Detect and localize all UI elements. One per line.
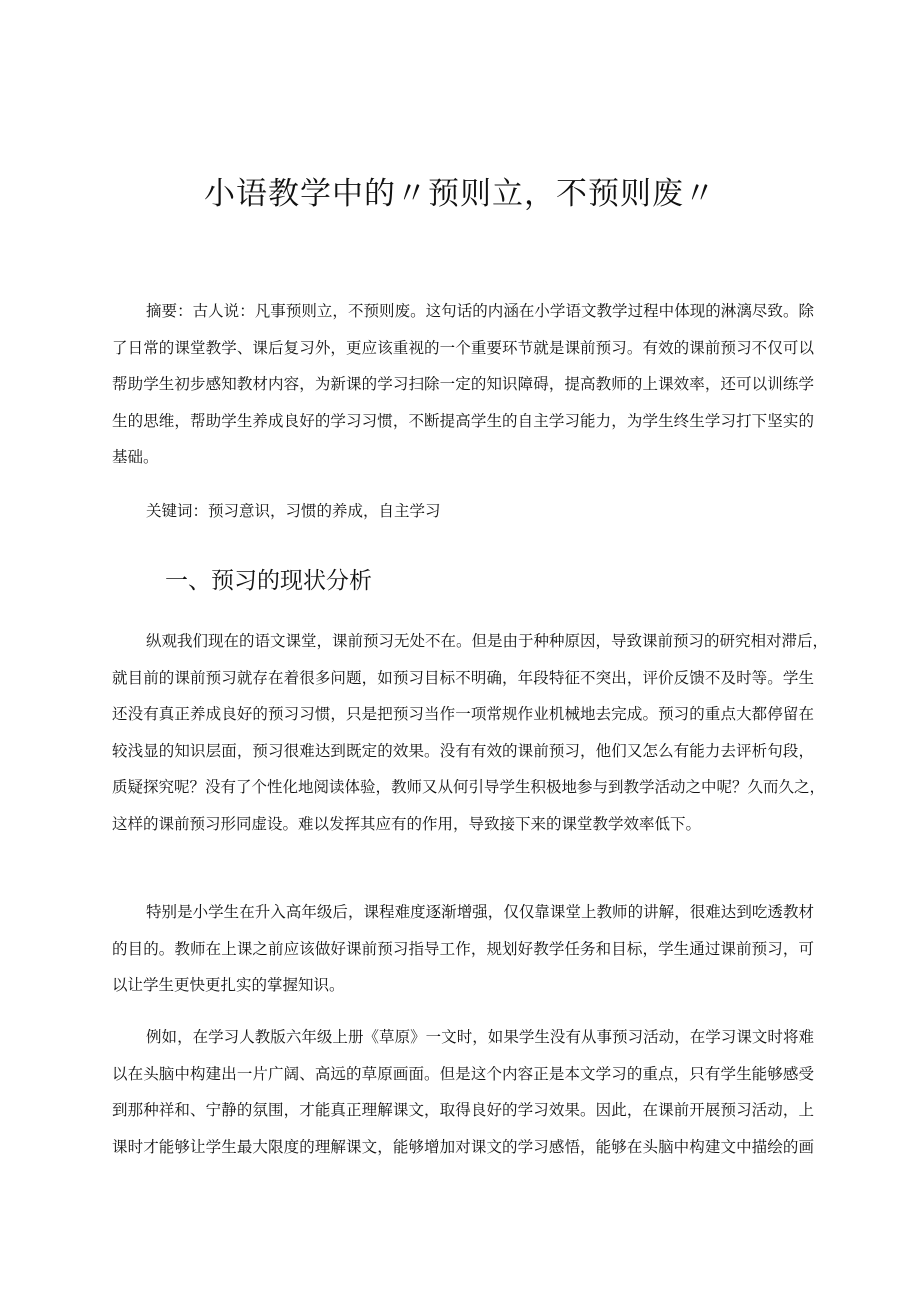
- document-title: 小语教学中的〃预则立，不预则废〃: [204, 176, 716, 212]
- paragraph-line: 这样的课前预习形同虚设。难以发挥其应有的作用，导致接下来的课堂教学效率低下。: [112, 814, 702, 833]
- paragraph-line: 就目前的课前预习就存在着很多问题，如预习目标不明确，年段特征不突出，评价反馈不及时等。学生: [112, 668, 814, 687]
- abstract-line: 帮助学生初步感知教材内容，为新课的学习扫除一定的知识障碍，提高教师的上课效率，还可以训练学: [112, 375, 814, 394]
- paragraph-line: 质疑探究呢？没有了个性化地阅读体验，教师又从何引导学生积极地参与到教学活动之中呢？久而久之，: [112, 778, 826, 797]
- paragraph-1: [112, 623, 829, 843]
- paragraph-line: 特别是小学生在升入高年级后，课程难度逐渐增强，仅仅靠课堂上教师的讲解，很难达到吃透教材: [146, 903, 814, 921]
- paragraph-line: 的目的。教师在上课之前应该做好课前预习指导工作，规划好教学任务和目标，学生通过课前预习，可: [112, 939, 814, 958]
- paragraph-line: 还没有真正养成良好的预习习惯，只是把预习当作一项常规作业机械地去完成。预习的重点大都停留在: [112, 705, 814, 724]
- abstract: [112, 293, 814, 476]
- paragraph-line: 纵观我们现在的语文课堂，课前预习无处不在。但是由于种种原因，导致课前预习的研究相对滞后，: [146, 632, 829, 650]
- paragraph-line: 课时才能够让学生最大限度的理解课文，能够增加对课文的学习感悟，能够在头脑中构建文中描绘的画: [112, 1137, 814, 1156]
- abstract-line: 摘要：古人说：凡事预则立，不预则废。这句话的内涵在小学语文教学过程中体现的淋漓尽致。除: [146, 302, 814, 320]
- paragraph-3: [112, 1019, 814, 1165]
- section-heading: 一、预习的现状分析: [165, 568, 372, 594]
- paragraph-line: 较浅显的知识层面，预习很难达到既定的效果。没有有效的课前预习，他们又怎么有能力去评析句段，: [112, 741, 814, 760]
- abstract-line: 了日常的课堂教学、课后复习外，更应该重视的一个重要环节就是课前预习。有效的课前预习不仅可以: [112, 338, 814, 357]
- paragraph-line: 以在头脑中构建出一片广阔、高远的草原画面。但是这个内容正是本文学习的重点，只有学生能够感受: [112, 1064, 814, 1083]
- abstract-line: 生的思维，帮助学生养成良好的学习习惯，不断提高学生的自主学习能力，为学生终生学习打下坚实的: [112, 411, 814, 430]
- abstract-line: 基础。: [112, 448, 159, 467]
- keywords-text: 关键词：预习意识，习惯的养成，自主学习: [146, 502, 441, 520]
- paragraph-line: 例如，在学习人教版六年级上册《草原》一文时，如果学生没有从事预习活动，在学习课文时将难: [146, 1028, 814, 1046]
- paragraph-2: [112, 894, 814, 1004]
- paragraph-line: 以让学生更快更扎实的掌握知识。: [112, 976, 345, 995]
- paragraph-line: 到那种祥和、宁静的氛围，才能真正理解课文，取得良好的学习效果。因此，在课前开展预习活动，上: [112, 1101, 814, 1120]
- keywords: [112, 493, 814, 530]
